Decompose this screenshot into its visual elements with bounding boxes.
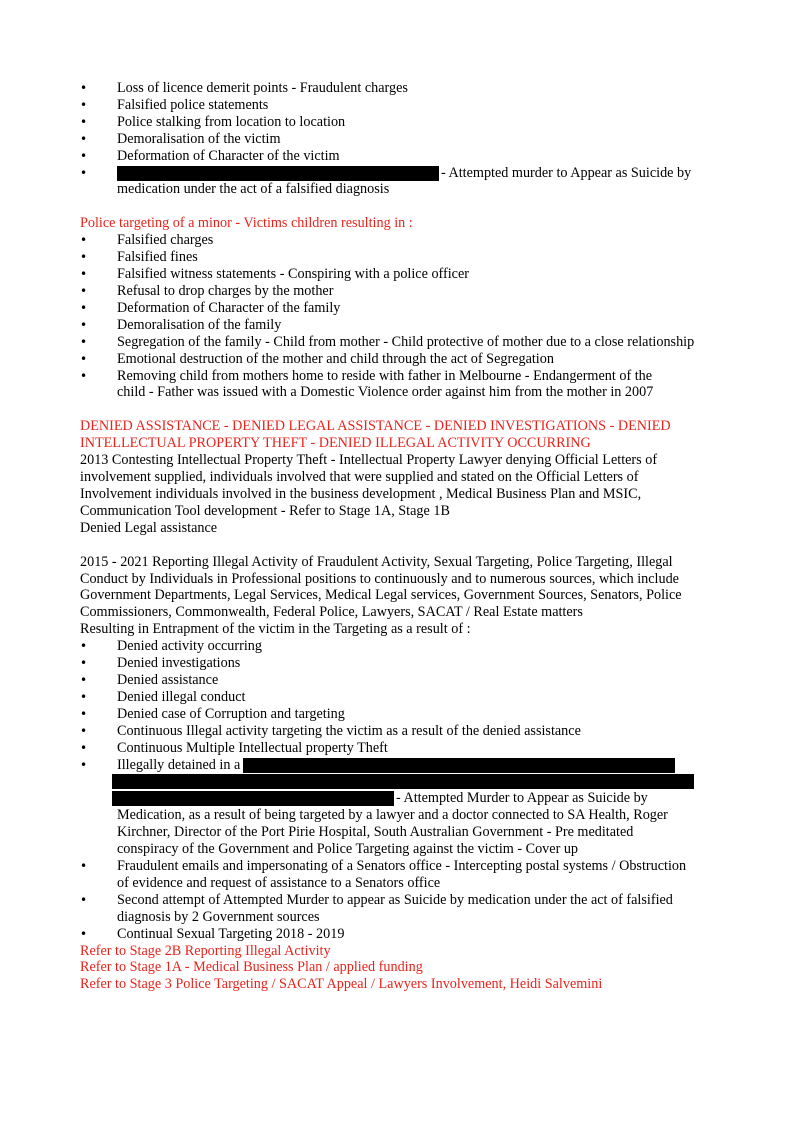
list-item: • Segregation of the family - Child from mother - Child protective of mother due to a close relationship [80, 334, 720, 351]
list-item: • Deformation of Character of the victim [80, 148, 720, 165]
document-page [80, 80, 720, 993]
redaction-bar [112, 791, 394, 806]
redaction-bar [117, 166, 439, 181]
victim-effects-list [80, 80, 720, 198]
reference-link: Refer to Stage 3 Police Targeting / SACAT Appeal / Lawyers Involvement, Heidi Salvemini [80, 976, 603, 993]
list-item: • Fraudulent emails and impersonating of a Senators office - Intercepting postal systems / Obstruction of evidence and request of assistance to a Senators office [80, 858, 720, 892]
minor-effects-list [80, 232, 720, 401]
list-item: • Denied illegal conduct [80, 689, 720, 706]
list-item: • Emotional destruction of the mother and child through the act of Segregation [80, 351, 720, 368]
redaction-bar [112, 774, 694, 789]
list-item: • Denied case of Corruption and targeting [80, 706, 720, 723]
list-item: • Continuous Illegal activity targeting the victim as a result of the denied assistance [80, 723, 720, 740]
references [80, 943, 720, 994]
list-item: • Refusal to drop charges by the mother [80, 283, 720, 300]
list-item: • Denied investigations [80, 655, 720, 672]
reporting-paragraph: 2015 - 2021 Reporting Illegal Activity of Fraudulent Activity, Sexual Targeting, Police Targeting, Illegal Conduct by Individuals in Professional positions to continuously and to numerous sources, which include Government Departments, Legal Services, Medical Legal services, Government Sources, Senators, Police Commissioners, Commonwealth, Federal Police, Lawyers, SACAT / Real Estate matters Resulting in Entrapment of the victim in the Targeting as a result of : [80, 553, 682, 638]
section-heading-minor: Police targeting of a minor - Victims children resulting in : [80, 215, 413, 232]
list-item: • Denied assistance [80, 672, 720, 689]
list-item: • Continuous Multiple Intellectual property Theft [80, 740, 720, 757]
list-item: • Demoralisation of the victim [80, 131, 720, 148]
list-item: • Loss of licence demerit points - Fraudulent charges [80, 80, 720, 97]
list-item: • Falsified witness statements - Conspiring with a police officer [80, 266, 720, 283]
list-item: • - Attempted murder to Appear as Suicide by medication under the act of a falsified diagnosis [80, 165, 720, 199]
ip-theft-paragraph: 2013 Contesting Intellectual Property Theft - Intellectual Property Lawyer denying Official Letters of involvement supplied, individuals involved that were supplied and stated on the Official Letters of Involvement individuals involved in the business development , Medical Business Plan and MSIC, Communication Tool development - Refer to Stage 1A, Stage 1B Denied Legal assistance [80, 452, 658, 536]
reference-link: Refer to Stage 1A - Medical Business Plan / applied funding [80, 959, 423, 976]
list-item: • Falsified police statements [80, 97, 720, 114]
list-item: • Removing child from mothers home to reside with father in Melbourne - Endangerment of the child - Father was issued with a Domestic Violence order against him from the mother in 2007 [80, 368, 720, 402]
redaction-bar [243, 758, 675, 773]
list-item: • Falsified fines [80, 249, 720, 266]
list-item: • Continual Sexual Targeting 2018 - 2019 [80, 926, 720, 943]
list-item: • Falsified charges [80, 232, 720, 249]
list-item: • Denied activity occurring [80, 638, 720, 655]
list-item: • Deformation of Character of the family [80, 300, 720, 317]
list-item: • Second attempt of Attempted Murder to appear as Suicide by medication under the act of falsified diagnosis by 2 Government sources [80, 892, 720, 926]
list-item: • Demoralisation of the family [80, 317, 720, 334]
entrapment-list [80, 638, 720, 942]
list-item: • Police stalking from location to location [80, 114, 720, 131]
reference-link: Refer to Stage 2B Reporting Illegal Activity [80, 942, 331, 959]
list-item-detained: • Illegally detained in a - Attempted Murder to Appear as Suicide by Medication, as a result of being targeted by a lawyer and a doctor connected to SA Health, Roger Kirchner, Director of the Port Pirie Hospital, South Australian Government - Pre meditated conspiracy of the Government and Police Targeting against the victim - Cover up [80, 757, 720, 858]
section-heading-denied: DENIED ASSISTANCE - DENIED LEGAL ASSISTANCE - DENIED INVESTIGATIONS - DENIED INTELLECTUAL PROPERTY THEFT - DENIED ILLEGAL ACTIVITY OCCURRING [80, 418, 671, 452]
